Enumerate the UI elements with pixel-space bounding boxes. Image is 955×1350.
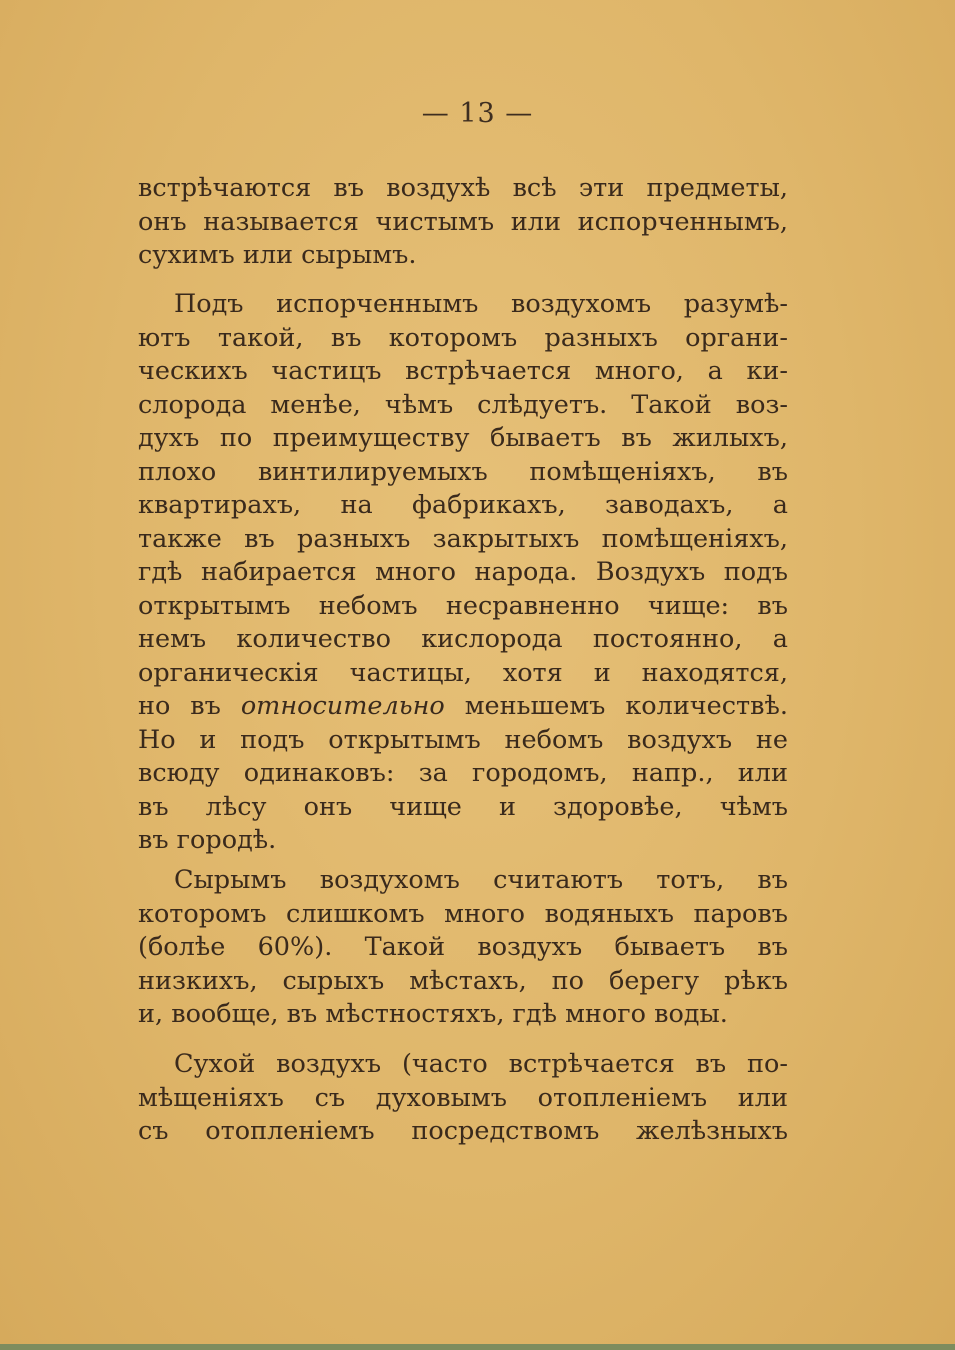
text-line: немъ количество кислорода постоянно, а [138, 624, 788, 654]
paragraph-1 [138, 172, 788, 273]
text-line: мѣщеніяхъ съ духовымъ отопленіемъ или [138, 1082, 788, 1113]
text-line: низкихъ, сырыхъ мѣстахъ, по берегу рѣкъ [138, 965, 788, 996]
text-line: Но и подъ открытымъ небомъ воздухъ не [138, 724, 788, 755]
text-line: Сухой воздухъ (часто встрѣчается въ по- [174, 1049, 788, 1079]
text-segment: но въ [138, 691, 241, 721]
paragraph-3 [138, 864, 788, 1032]
text-line: въ лѣсу онъ чище и здоровѣе, чѣмъ [138, 791, 788, 822]
text-line-with-italic [138, 690, 788, 724]
text-line: открытымъ небомъ несравненно чище: въ [138, 590, 788, 621]
text-line: квартирахъ, на фабрикахъ, заводахъ, а [138, 490, 788, 520]
text-line: встрѣчаются въ воздухѣ всѣ эти предметы, [138, 173, 788, 203]
text-line: Подъ испорченнымъ воздухомъ разумѣ- [174, 289, 788, 319]
page-number: — 13 — [421, 98, 534, 129]
text-line: духъ по преимуществу бываетъ въ жилыхъ, [138, 423, 788, 453]
text-line: Сырымъ воздухомъ считаютъ тотъ, въ [174, 865, 788, 895]
text-line: гдѣ набирается много народа. Воздухъ подъ [138, 557, 788, 587]
italic-emphasis: относительно [240, 691, 445, 721]
text-line: слорода менѣе, чѣмъ слѣдуетъ. Такой воз- [138, 389, 788, 420]
paragraph-4 [138, 1048, 788, 1149]
text-line: которомъ слишкомъ много водяныхъ паровъ [138, 898, 788, 929]
paragraph-2 [138, 288, 788, 858]
text-line: онъ называется чистымъ или испорченнымъ, [138, 206, 788, 237]
text-line: всюду одинаковъ: за городомъ, напр., или [138, 758, 788, 788]
text-line: (болѣе 60%). Такой воздухъ бываетъ въ [138, 932, 788, 962]
text-line: ческихъ частицъ встрѣчается много, а ки- [138, 356, 788, 386]
text-line: въ городѣ. [138, 825, 277, 855]
text-line: также въ разныхъ закрытыхъ помѣщеніяхъ, [138, 523, 788, 554]
text-line: и, вообще, въ мѣстностяхъ, гдѣ много воды. [138, 999, 728, 1029]
text-line: съ отопленіемъ посредствомъ желѣзныхъ [138, 1116, 788, 1146]
text-line: плохо винтилируемыхъ помѣщеніяхъ, въ [138, 456, 788, 487]
text-line: ютъ такой, въ которомъ разныхъ органи- [138, 322, 788, 353]
page-bottom-edge [0, 1344, 955, 1350]
text-segment: меньшемъ количествѣ. [444, 691, 788, 721]
text-line: органическія частицы, хотя и находятся, [138, 657, 788, 688]
text-line: сухимъ или сырымъ. [138, 240, 417, 270]
